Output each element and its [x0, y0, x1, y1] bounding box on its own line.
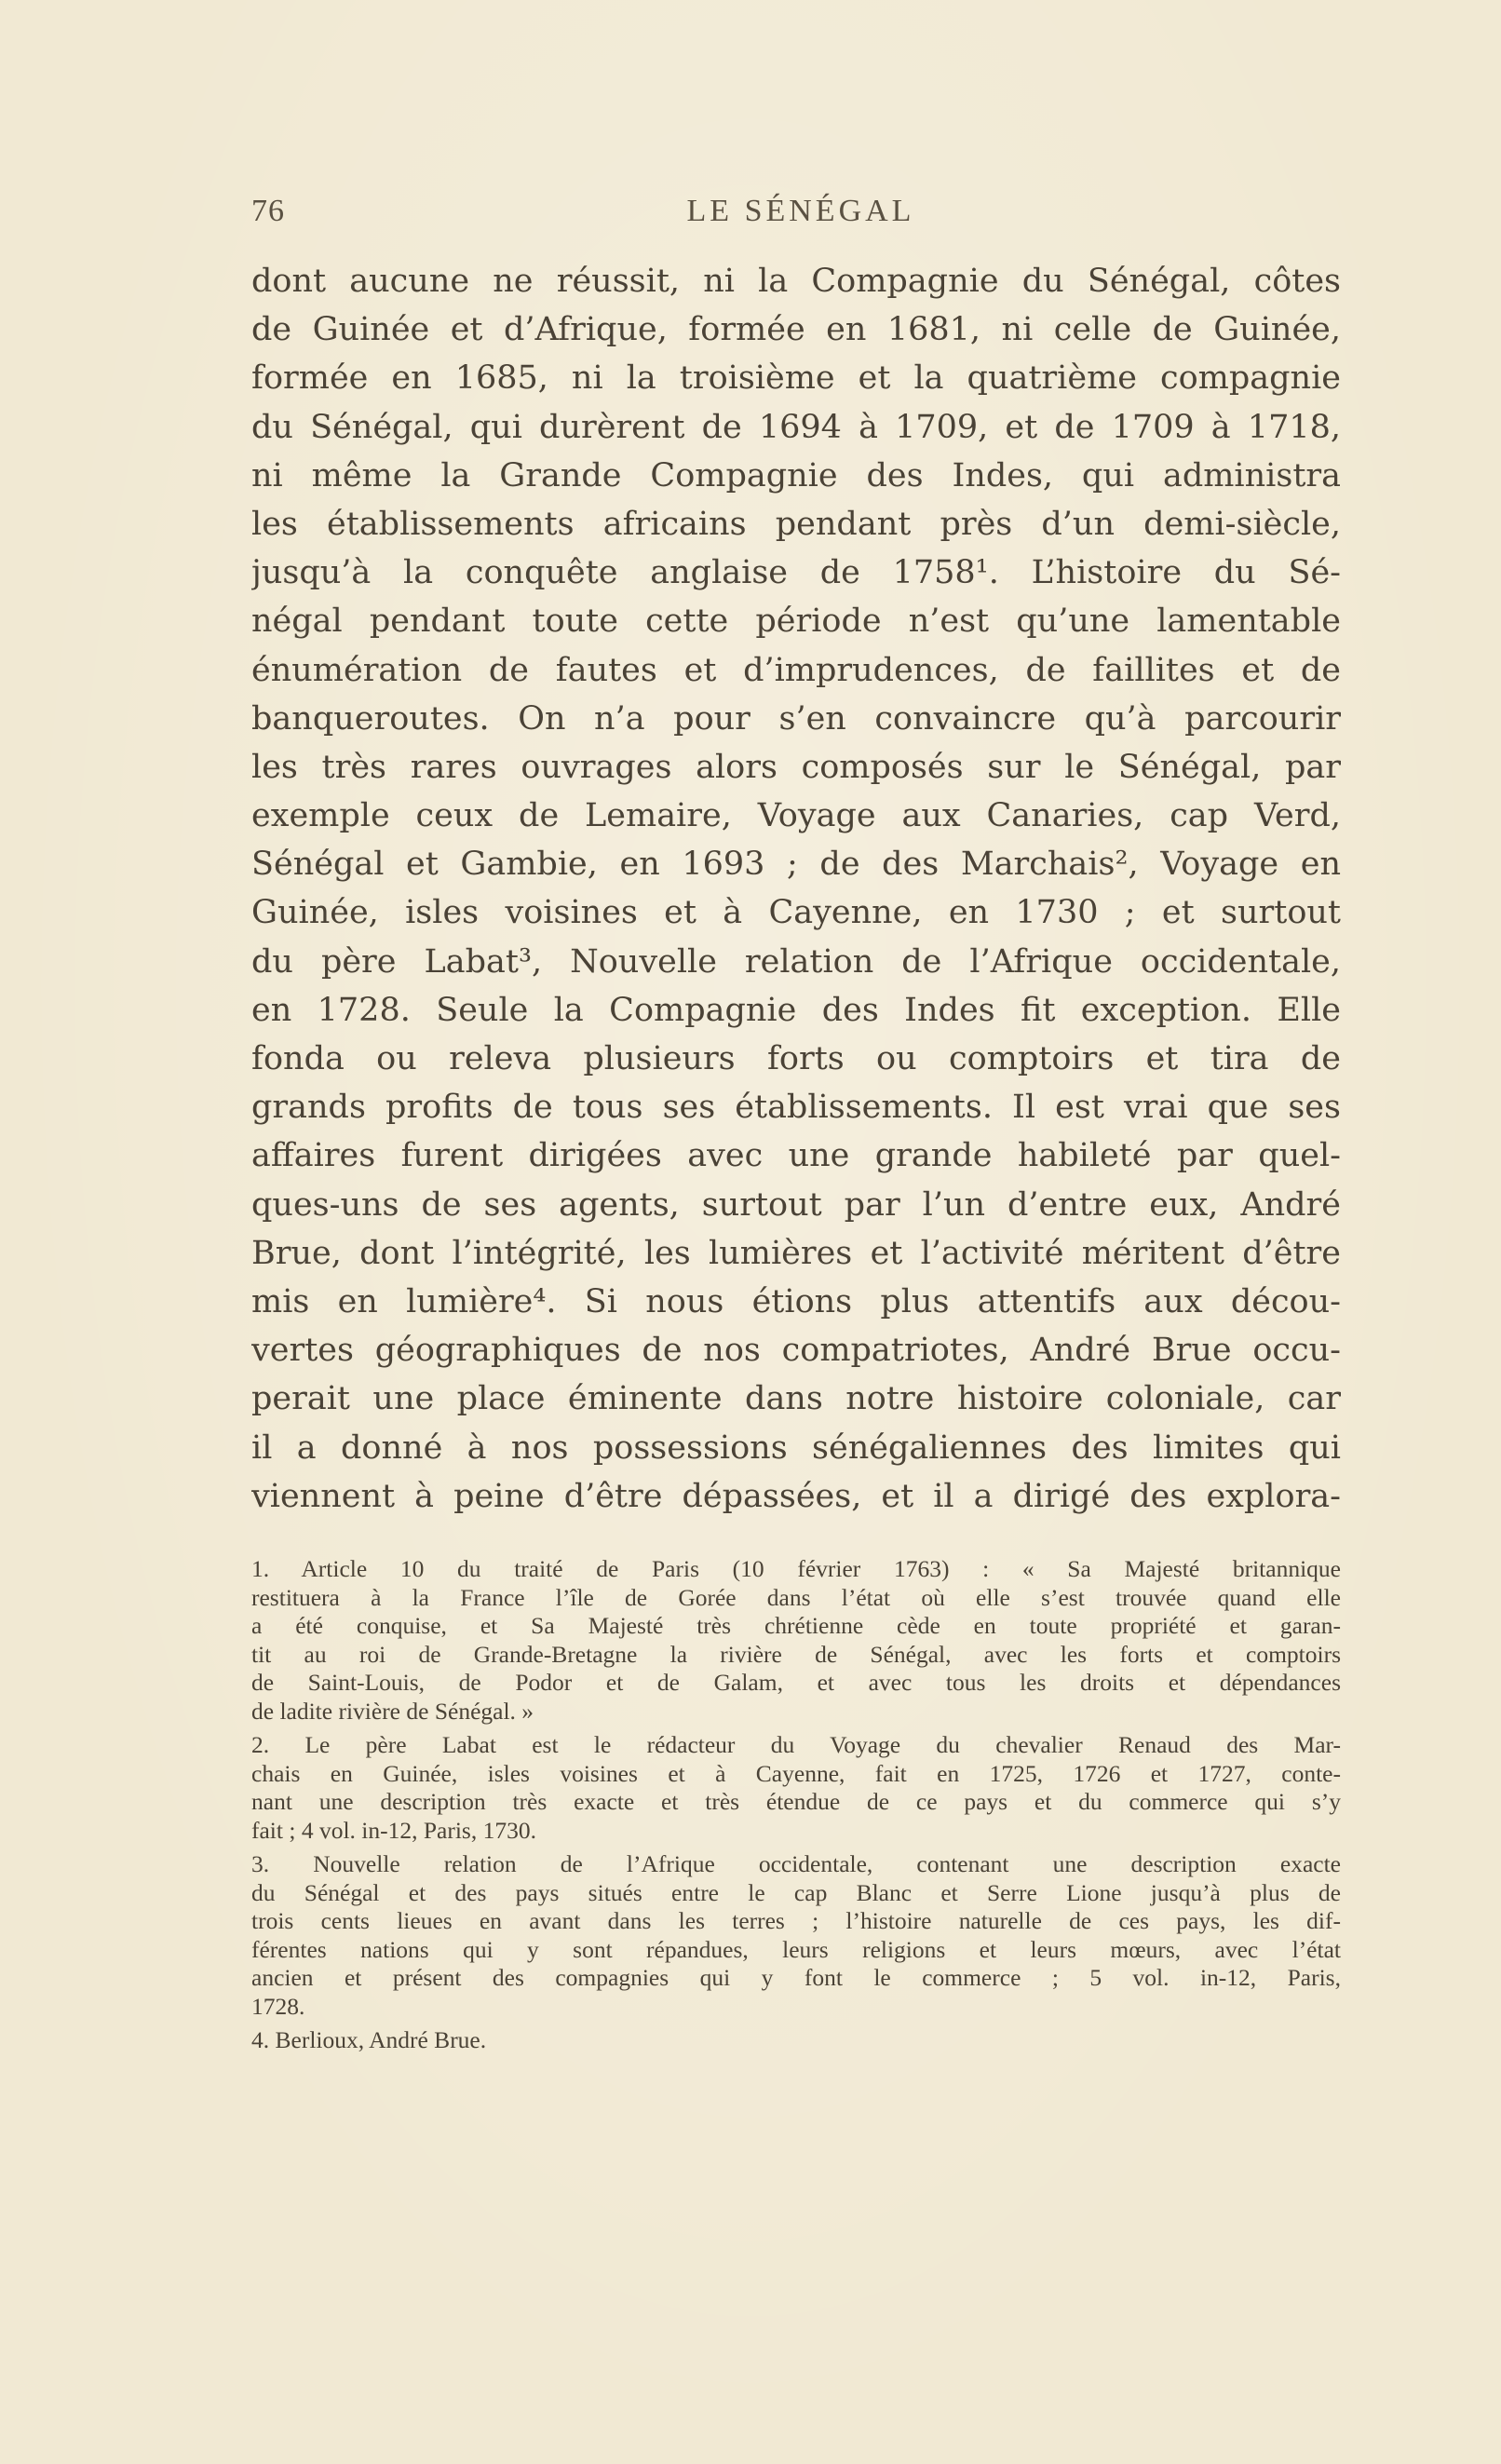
body-line: en 1728. Seule la Compagnie des Indes fit exception. Elle	[251, 991, 1341, 1029]
body-line: du Sénégal, qui durèrent de 1694 à 1709, et de 1709 à 1718,	[251, 408, 1341, 446]
footnote-line: ancien et présent des compagnies qui y font le commerce ; 5 vol. in-12, Paris,	[251, 1964, 1341, 1991]
body-line: jusqu’à la conquête anglaise de 1758¹. L’histoire du Sé-	[251, 554, 1341, 592]
body-line: du père Labat³, Nouvelle relation de l’Afrique occidentale,	[251, 942, 1341, 981]
body-line: Brue, dont l’intégrité, les lumières et l’activité méritent d’être	[251, 1234, 1341, 1272]
body-line: de Guinée et d’Afrique, formée en 1681, ni celle de Guinée,	[251, 311, 1341, 349]
page-number: 76	[251, 194, 285, 228]
body-line: négal pendant toute cette période n’est qu’une lamentable	[251, 602, 1341, 641]
footnote-line: du Sénégal et des pays situés entre le cap Blanc et Serre Lione jusqu’à plus de	[251, 1878, 1341, 1906]
footnote-line: 2. Le père Labat est le rédacteur du Voyage du chevalier Renaud des Mar-	[251, 1731, 1341, 1758]
footnote-line: 1728.	[251, 1992, 305, 2020]
body-line: mis en lumière⁴. Si nous étions plus attentifs aux décou-	[251, 1282, 1341, 1320]
body-line: les établissements africains pendant près d’un demi-siècle,	[251, 505, 1341, 543]
footnote-line: chais en Guinée, isles voisines et à Cayenne, fait en 1725, 1726 et 1727, conte-	[251, 1759, 1341, 1787]
body-line: les très rares ouvrages alors composés sur le Sénégal, par	[251, 748, 1341, 786]
page-header	[251, 194, 1350, 240]
footnote-line: nant une description très exacte et très étendue de ce pays et du commerce qui s’y	[251, 1788, 1341, 1815]
body-line: il a donné à nos possessions sénégaliennes des limites qui	[251, 1428, 1341, 1467]
footnote-line: 4. Berlioux, André Brue.	[251, 2026, 487, 2053]
body-line: vertes géographiques de nos compatriotes, André Brue occu-	[251, 1332, 1341, 1370]
body-line: dont aucune ne réussit, ni la Compagnie du Sénégal, côtes	[251, 263, 1341, 300]
body-text	[251, 257, 1341, 1521]
footnote-line: de ladite rivière de Sénégal. »	[251, 1697, 534, 1725]
footnote-line: de Saint-Louis, de Podor et de Galam, et avec tous les droits et dépendances	[251, 1669, 1341, 1696]
body-line: banqueroutes. On n’a pour s’en convaincre qu’à parcourir	[251, 699, 1341, 738]
footnote-line: 1. Article 10 du traité de Paris (10 février 1763) : « Sa Majesté britannique	[251, 1555, 1341, 1582]
body-line: fonda ou releva plusieurs forts ou comptoirs et tira de	[251, 1040, 1341, 1077]
footnote-line: 3. Nouvelle relation de l’Afrique occidentale, contenant une description exacte	[251, 1850, 1341, 1877]
body-line: Sénégal et Gambie, en 1693 ; de des Marchais², Voyage en	[251, 846, 1341, 884]
body-line: grands profits de tous ses établissements. Il est vrai que ses	[251, 1089, 1341, 1127]
running-head: LE SÉNÉGAL	[686, 194, 915, 228]
footnote-line: trois cents lieues en avant dans les terres ; l’histoire naturelle de ces pays, les dif-	[251, 1907, 1341, 1934]
footnotes	[251, 1555, 1341, 2055]
body-line: énumération de fautes et d’imprudences, de faillites et de	[251, 651, 1341, 689]
body-line: ques-uns de ses agents, surtout par l’un d’entre eux, André	[251, 1185, 1341, 1224]
footnote-line: a été conquise, et Sa Majesté très chrétienne cède en toute propriété et garan-	[251, 1612, 1341, 1639]
body-line: formée en 1685, ni la troisième et la quatrième compagnie	[251, 359, 1341, 398]
body-line: perait une place éminente dans notre histoire coloniale, car	[251, 1380, 1341, 1418]
body-line: affaires furent dirigées avec une grande habileté par quel-	[251, 1137, 1341, 1175]
footnote-line: fait ; 4 vol. in-12, Paris, 1730.	[251, 1816, 536, 1844]
body-line: exemple ceux de Lemaire, Voyage aux Canaries, cap Verd,	[251, 797, 1341, 835]
footnote-line: restituera à la France l’île de Gorée dans l’état où elle s’est trouvée quand elle	[251, 1583, 1341, 1611]
footnote-line: férentes nations qui y sont répandues, leurs religions et leurs mœurs, avec l’état	[251, 1935, 1341, 1963]
footnote-line: tit au roi de Grande-Bretagne la rivière de Sénégal, avec les forts et comptoirs	[251, 1640, 1341, 1668]
body-line: Guinée, isles voisines et à Cayenne, en 1730 ; et surtout	[251, 894, 1341, 932]
body-line: ni même la Grande Compagnie des Indes, qui administra	[251, 456, 1341, 494]
body-line: viennent à peine d’être dépassées, et il a dirigé des explora-	[251, 1477, 1341, 1515]
